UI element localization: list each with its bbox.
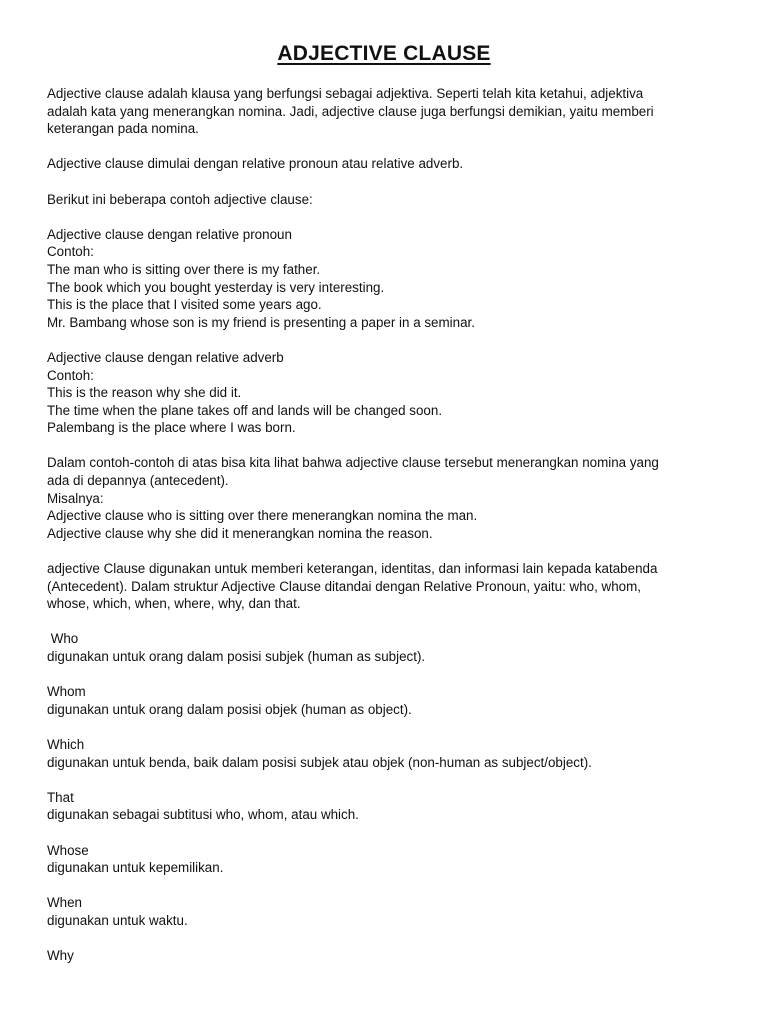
term-when	[47, 894, 737, 929]
paragraph-antecedent-explanation	[47, 454, 737, 542]
example-sentence: The man who is sitting over there is my father.	[47, 261, 321, 277]
term-label: That	[47, 789, 74, 805]
paragraph-relative-adverb-examples	[47, 349, 737, 437]
term-label: Whom	[47, 684, 86, 700]
examples-label: Contoh:	[47, 244, 94, 260]
term-definition: digunakan untuk waktu.	[47, 912, 188, 928]
example-sentence: Palembang is the place where I was born.	[47, 420, 296, 436]
text-line: (Antecedent). Dalam struktur Adjective Clause ditandai dengan Relative Pronoun, yaitu: who, whom,	[47, 578, 641, 594]
term-definition: digunakan sebagai subtitusi who, whom, atau which.	[47, 807, 359, 823]
term-label: Whose	[47, 842, 89, 858]
term-that	[47, 789, 737, 824]
term-whom	[47, 683, 737, 718]
term-label: Who	[47, 631, 79, 647]
text-line: Adjective clause adalah klausa yang berfungsi sebagai adjektiva. Seperti telah kita ketahui, adjektiva	[47, 86, 644, 101]
example-sentence: This is the place that I visited some years ago.	[47, 297, 322, 313]
text-line: adalah kata yang menerangkan nomina. Jadi, adjective clause juga berfungsi demikian, yaitu memberi	[47, 103, 654, 119]
text-line: adjective Clause digunakan untuk memberi keterangan, identitas, dan informasi lain kepada katabenda	[47, 561, 658, 577]
text-line: ada di depannya (antecedent).	[47, 473, 229, 489]
term-whose	[47, 842, 737, 877]
example-sentence: The book which you bought yesterday is very interesting.	[47, 279, 385, 295]
text-line: keterangan pada nomina.	[47, 121, 199, 137]
examples-label: Contoh:	[47, 367, 94, 383]
page-title: ADJECTIVE CLAUSE	[277, 42, 491, 65]
example-sentence: This is the reason why she did it.	[47, 385, 242, 401]
text-line: whose, which, when, where, why, dan that.	[47, 596, 301, 612]
term-definition: digunakan untuk orang dalam posisi subjek (human as subject).	[47, 649, 426, 664]
paragraph-examples-intro	[47, 191, 737, 209]
document-body	[47, 85, 737, 982]
text-line: Adjective clause who is sitting over there menerangkan nomina the man.	[47, 508, 478, 524]
section-heading: Adjective clause dengan relative adverb	[47, 349, 284, 365]
text-line: Berikut ini beberapa contoh adjective clause:	[47, 191, 313, 207]
section-heading: Adjective clause dengan relative pronoun	[47, 226, 292, 242]
term-definition: digunakan untuk kepemilikan.	[47, 860, 224, 876]
term-label: Which	[47, 736, 85, 752]
example-sentence: The time when the plane takes off and lands will be changed soon.	[47, 402, 443, 418]
paragraph-relative	[47, 155, 737, 173]
term-why	[47, 947, 737, 965]
text-line: Dalam contoh-contoh di atas bisa kita lihat bahwa adjective clause tersebut menerangkan nomina yang	[47, 455, 659, 471]
term-which	[47, 736, 737, 771]
term-who	[47, 630, 737, 665]
paragraph-intro	[47, 85, 737, 138]
term-label: Why	[47, 948, 74, 964]
text-line: Misalnya:	[47, 490, 104, 506]
term-label: When	[47, 895, 82, 911]
text-line: Adjective clause dimulai dengan relative pronoun atau relative adverb.	[47, 156, 464, 172]
text-line: Adjective clause why she did it menerangkan nomina the reason.	[47, 525, 433, 541]
term-definition: digunakan untuk orang dalam posisi objek (human as object).	[47, 701, 412, 717]
example-sentence: Mr. Bambang whose son is my friend is presenting a paper in a seminar.	[47, 314, 475, 330]
paragraph-usage	[47, 560, 737, 613]
term-definition: digunakan untuk benda, baik dalam posisi subjek atau objek (non-human as subject/object).	[47, 754, 592, 770]
paragraph-relative-pronoun-examples	[47, 226, 737, 332]
